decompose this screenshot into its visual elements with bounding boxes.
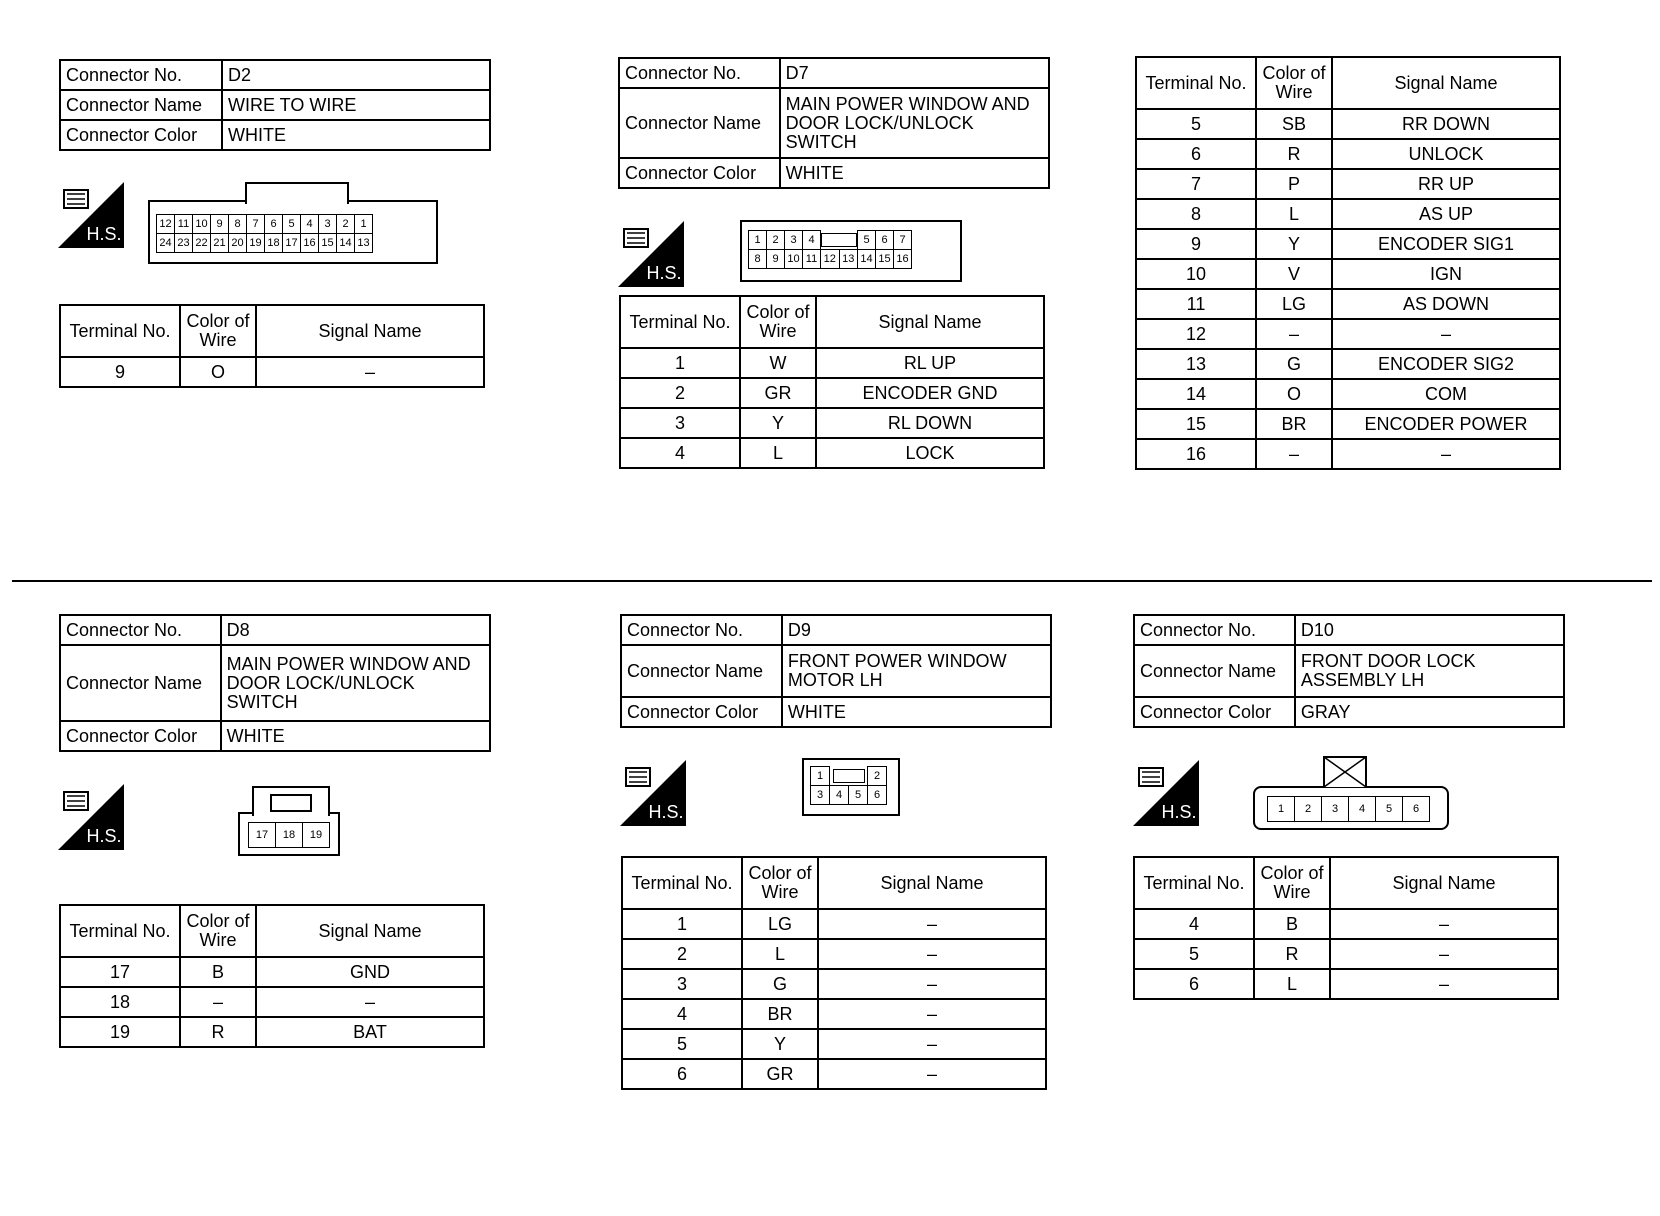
wire-color: LG <box>742 909 818 939</box>
table-row <box>1136 289 1560 319</box>
d9-connector-name: FRONT POWER WINDOW MOTOR LH <box>782 645 1051 697</box>
signal-name: RR UP <box>1332 169 1560 199</box>
signal-name: UNLOCK <box>1332 139 1560 169</box>
hs-label: H.S. <box>86 826 122 846</box>
harness-side-icon <box>58 784 124 850</box>
wire-color: L <box>1256 199 1332 229</box>
d10-connector-info <box>1133 614 1565 728</box>
wire-color: Y <box>1256 229 1332 259</box>
table-row <box>1134 969 1558 999</box>
terminal-no: 4 <box>1134 909 1254 939</box>
signal-name: – <box>818 1029 1046 1059</box>
pin-cell: 12 <box>821 250 840 269</box>
d8-connector-no: D8 <box>221 615 490 645</box>
d8-connector-color: WHITE <box>221 721 490 751</box>
hs-label: H.S. <box>648 802 684 822</box>
table-row <box>1136 439 1560 469</box>
wire-color: BR <box>742 999 818 1029</box>
pin-cell: 11 <box>803 250 821 269</box>
d8-connector-diagram <box>238 812 340 856</box>
table-row <box>620 408 1044 438</box>
signal-name: AS DOWN <box>1332 289 1560 319</box>
table-row <box>622 1029 1046 1059</box>
label-connector-color: Connector Color <box>1134 697 1295 727</box>
d7-connector-color: WHITE <box>780 158 1049 188</box>
d2-connector-no: D2 <box>222 60 490 90</box>
wire-color: G <box>1256 349 1332 379</box>
signal-name: – <box>1330 969 1558 999</box>
signal-name: COM <box>1332 379 1560 409</box>
pin-cell: 20 <box>229 234 247 253</box>
signal-name: – <box>1332 439 1560 469</box>
signal-name: – <box>256 357 484 387</box>
signal-name: – <box>818 1059 1046 1089</box>
pin-cell: 2 <box>337 215 355 234</box>
pin-cell: 22 <box>193 234 211 253</box>
header-signal-name: Signal Name <box>1330 857 1558 909</box>
pin-cell: 14 <box>858 250 876 269</box>
pin-cell: 19 <box>247 234 265 253</box>
header-color-of-wire: Color of Wire <box>180 305 256 357</box>
terminal-no: 13 <box>1136 349 1256 379</box>
table-row <box>622 909 1046 939</box>
d8-connector-info <box>59 614 491 752</box>
pin-cell: 5 <box>283 215 301 234</box>
signal-name: RL DOWN <box>816 408 1044 438</box>
d7-pin-grid: 1 2 3 4 5 6 7 8 9 10 11 12 13 14 15 16 <box>748 230 912 269</box>
terminal-no: 16 <box>1136 439 1256 469</box>
pin-cell: 12 <box>157 215 175 234</box>
terminal-no: 11 <box>1136 289 1256 319</box>
d10-pin-grid: 1 2 3 4 5 6 <box>1267 796 1430 822</box>
header-terminal-no: Terminal No. <box>60 305 180 357</box>
wire-color: GR <box>742 1059 818 1089</box>
signal-name: RL UP <box>816 348 1044 378</box>
d2-connector-diagram <box>148 200 438 264</box>
header-signal-name: Signal Name <box>1332 57 1560 109</box>
d2-connector-color: WHITE <box>222 120 490 150</box>
signal-name: – <box>818 969 1046 999</box>
label-connector-color: Connector Color <box>60 721 221 751</box>
pin-cell: 10 <box>785 250 803 269</box>
table-row <box>622 939 1046 969</box>
d8-terminal-table <box>59 904 485 1048</box>
pin-cell: 6 <box>265 215 283 234</box>
table-row <box>1136 349 1560 379</box>
lock-tab-icon <box>1323 756 1367 788</box>
d7-connector-name: MAIN POWER WINDOW AND DOOR LOCK/UNLOCK SWITCH <box>780 88 1049 158</box>
pin-cell: 7 <box>247 215 265 234</box>
signal-name: BAT <box>256 1017 484 1047</box>
table-row <box>620 348 1044 378</box>
d10-connector-diagram <box>1253 786 1449 830</box>
d7-connector-no: D7 <box>780 58 1049 88</box>
signal-name: – <box>256 987 484 1017</box>
pin-cell: 8 <box>229 215 247 234</box>
d2-connector-name: WIRE TO WIRE <box>222 90 490 120</box>
d10-connector-no: D10 <box>1295 615 1564 645</box>
header-color-of-wire: Color of Wire <box>1256 57 1332 109</box>
header-signal-name: Signal Name <box>816 296 1044 348</box>
wire-color: – <box>1256 439 1332 469</box>
harness-side-icon <box>1133 760 1199 826</box>
terminal-no: 9 <box>60 357 180 387</box>
terminal-no: 5 <box>1134 939 1254 969</box>
table-row <box>1134 909 1558 939</box>
pin-cell: 11 <box>175 215 193 234</box>
pin-cell: 13 <box>355 234 373 253</box>
signal-name: – <box>818 939 1046 969</box>
d9-connector-color: WHITE <box>782 697 1051 727</box>
pin-cell: 9 <box>767 250 785 269</box>
label-connector-name: Connector Name <box>619 88 780 158</box>
d10-connector-color: GRAY <box>1295 697 1564 727</box>
terminal-no: 17 <box>60 957 180 987</box>
wire-color: BR <box>1256 409 1332 439</box>
terminal-no: 2 <box>620 378 740 408</box>
signal-name: ENCODER GND <box>816 378 1044 408</box>
label-connector-no: Connector No. <box>619 58 780 88</box>
label-connector-name: Connector Name <box>1134 645 1295 697</box>
header-signal-name: Signal Name <box>256 905 484 957</box>
terminal-no: 5 <box>622 1029 742 1059</box>
label-connector-no: Connector No. <box>60 615 221 645</box>
d2-pin-grid <box>156 214 373 253</box>
d7-connector-info <box>618 57 1050 189</box>
wire-color: R <box>180 1017 256 1047</box>
pin-cell: 17 <box>283 234 301 253</box>
terminal-no: 15 <box>1136 409 1256 439</box>
label-connector-color: Connector Color <box>619 158 780 188</box>
label-connector-color: Connector Color <box>60 120 222 150</box>
d9-connector-no: D9 <box>782 615 1051 645</box>
table-row <box>1134 939 1558 969</box>
table-row <box>622 969 1046 999</box>
pin-cell: 15 <box>876 250 894 269</box>
header-terminal-no: Terminal No. <box>620 296 740 348</box>
wire-color: L <box>742 939 818 969</box>
label-connector-name: Connector Name <box>621 645 782 697</box>
header-color-of-wire: Color of Wire <box>180 905 256 957</box>
header-terminal-no: Terminal No. <box>1134 857 1254 909</box>
d9-connector-info <box>620 614 1052 728</box>
harness-side-icon <box>58 182 124 248</box>
pin-cell: 23 <box>175 234 193 253</box>
label-connector-no: Connector No. <box>60 60 222 90</box>
harness-side-icon <box>620 760 686 826</box>
terminal-no: 1 <box>620 348 740 378</box>
terminal-no: 6 <box>622 1059 742 1089</box>
table-row <box>1136 409 1560 439</box>
d2-terminal-table <box>59 304 485 388</box>
terminal-no: 14 <box>1136 379 1256 409</box>
table-row <box>60 987 484 1017</box>
signal-name: ENCODER POWER <box>1332 409 1560 439</box>
header-terminal-no: Terminal No. <box>1136 57 1256 109</box>
terminal-no: 4 <box>622 999 742 1029</box>
d2-connector-info <box>59 59 491 151</box>
signal-name: – <box>1330 939 1558 969</box>
terminal-no: 4 <box>620 438 740 468</box>
wire-color: GR <box>740 378 816 408</box>
table-row <box>60 357 484 387</box>
header-terminal-no: Terminal No. <box>622 857 742 909</box>
d9-pin-grid: 1 2 3 4 5 6 <box>810 766 887 805</box>
pin-cell: 1 <box>355 215 373 234</box>
table-row <box>1136 379 1560 409</box>
d10-connector-name: FRONT DOOR LOCK ASSEMBLY LH <box>1295 645 1564 697</box>
signal-name: ENCODER SIG1 <box>1332 229 1560 259</box>
wire-color: LG <box>1256 289 1332 319</box>
wire-color: R <box>1256 139 1332 169</box>
harness-side-icon <box>618 221 684 287</box>
pin-cell: 16 <box>301 234 319 253</box>
wire-color: O <box>180 357 256 387</box>
signal-name: GND <box>256 957 484 987</box>
signal-name: – <box>1332 319 1560 349</box>
table-row <box>1136 319 1560 349</box>
header-signal-name: Signal Name <box>818 857 1046 909</box>
terminal-no: 10 <box>1136 259 1256 289</box>
pin-cell: 18 <box>265 234 283 253</box>
wire-color: O <box>1256 379 1332 409</box>
table-row <box>622 1059 1046 1089</box>
terminal-no: 9 <box>1136 229 1256 259</box>
pin-cell: 24 <box>157 234 175 253</box>
signal-name: ENCODER SIG2 <box>1332 349 1560 379</box>
wire-color: SB <box>1256 109 1332 139</box>
wire-color: B <box>180 957 256 987</box>
terminal-no: 7 <box>1136 169 1256 199</box>
pin-cell: 13 <box>839 250 858 269</box>
hs-label: H.S. <box>86 224 122 244</box>
table-row <box>620 438 1044 468</box>
terminal-no: 12 <box>1136 319 1256 349</box>
terminal-no: 2 <box>622 939 742 969</box>
wire-color: Y <box>742 1029 818 1059</box>
signal-name: – <box>818 999 1046 1029</box>
table-row <box>1136 169 1560 199</box>
terminal-no: 6 <box>1136 139 1256 169</box>
d9-connector-diagram <box>802 758 900 816</box>
wire-color: V <box>1256 259 1332 289</box>
signal-name: – <box>1330 909 1558 939</box>
pin-cell: 15 <box>319 234 337 253</box>
hs-label: H.S. <box>1161 802 1197 822</box>
table-row <box>1136 109 1560 139</box>
table-row <box>1136 199 1560 229</box>
pin-cell: 16 <box>894 250 912 269</box>
wire-color: B <box>1254 909 1330 939</box>
pin-cell: 10 <box>193 215 211 234</box>
header-color-of-wire: Color of Wire <box>742 857 818 909</box>
d8-connector-name: MAIN POWER WINDOW AND DOOR LOCK/UNLOCK SWITCH <box>221 645 490 721</box>
pin-cell: 14 <box>337 234 355 253</box>
wire-color: L <box>740 438 816 468</box>
header-terminal-no: Terminal No. <box>60 905 180 957</box>
signal-name: RR DOWN <box>1332 109 1560 139</box>
label-connector-color: Connector Color <box>621 697 782 727</box>
d8-pin-grid: 17 18 19 <box>248 822 330 848</box>
label-connector-name: Connector Name <box>60 645 221 721</box>
label-connector-name: Connector Name <box>60 90 222 120</box>
terminal-no: 18 <box>60 987 180 1017</box>
table-row <box>1136 139 1560 169</box>
d9-terminal-table <box>621 856 1047 1090</box>
wire-color: – <box>180 987 256 1017</box>
signal-name: LOCK <box>816 438 1044 468</box>
d7-terminal-table-continued <box>1135 56 1561 470</box>
wire-color: P <box>1256 169 1332 199</box>
table-row <box>620 378 1044 408</box>
table-row <box>60 1017 484 1047</box>
section-divider <box>12 580 1652 582</box>
wire-color: W <box>740 348 816 378</box>
wire-color: R <box>1254 939 1330 969</box>
pin-cell: 21 <box>211 234 229 253</box>
d7-connector-diagram <box>740 220 962 282</box>
signal-name: AS UP <box>1332 199 1560 229</box>
wire-color: Y <box>740 408 816 438</box>
d7-terminal-table <box>619 295 1045 469</box>
header-signal-name: Signal Name <box>256 305 484 357</box>
pin-cell: 3 <box>319 215 337 234</box>
pin-cell: 9 <box>211 215 229 234</box>
table-row <box>1136 259 1560 289</box>
label-connector-no: Connector No. <box>1134 615 1295 645</box>
terminal-no: 3 <box>620 408 740 438</box>
hs-label: H.S. <box>646 263 682 283</box>
terminal-no: 6 <box>1134 969 1254 999</box>
signal-name: IGN <box>1332 259 1560 289</box>
wire-color: G <box>742 969 818 999</box>
wire-color: L <box>1254 969 1330 999</box>
terminal-no: 19 <box>60 1017 180 1047</box>
terminal-no: 8 <box>1136 199 1256 229</box>
terminal-no: 1 <box>622 909 742 939</box>
table-row <box>622 999 1046 1029</box>
wire-color: – <box>1256 319 1332 349</box>
signal-name: – <box>818 909 1046 939</box>
label-connector-no: Connector No. <box>621 615 782 645</box>
terminal-no: 3 <box>622 969 742 999</box>
terminal-no: 5 <box>1136 109 1256 139</box>
table-row <box>1136 229 1560 259</box>
header-color-of-wire: Color of Wire <box>1254 857 1330 909</box>
pin-cell: 8 <box>749 250 767 269</box>
table-row <box>60 957 484 987</box>
header-color-of-wire: Color of Wire <box>740 296 816 348</box>
d10-terminal-table <box>1133 856 1559 1000</box>
pin-cell: 4 <box>301 215 319 234</box>
